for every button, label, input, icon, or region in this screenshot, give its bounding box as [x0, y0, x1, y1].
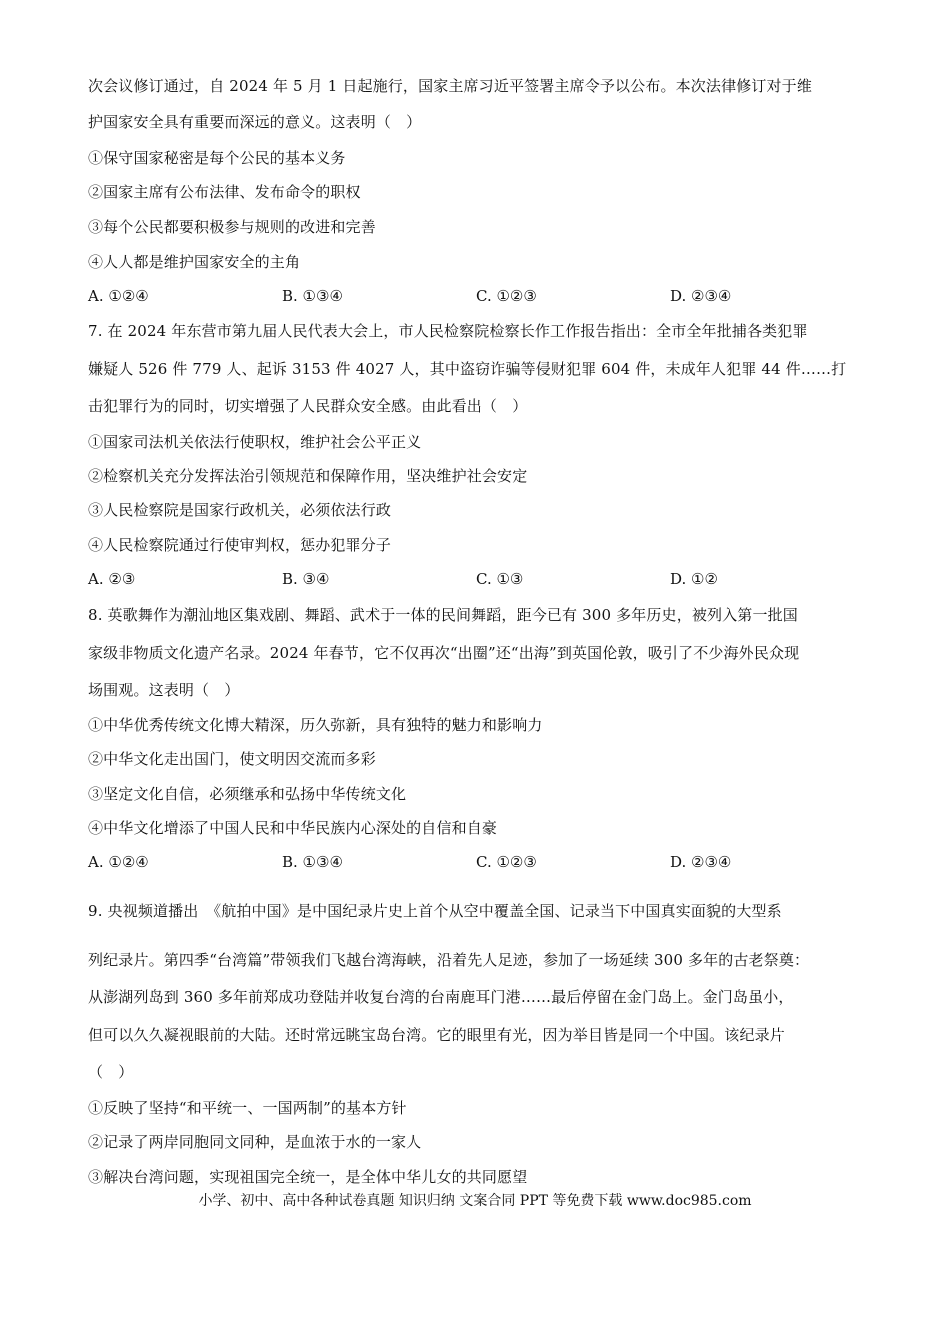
question-text-line: 场围观。这表明（ ）	[88, 681, 240, 699]
statement: ①中华优秀传统文化博大精深，历久弥新，具有独特的魅力和影响力	[88, 716, 543, 734]
question-text-line: 击犯罪行为的同时，切实增强了人民群众安全感。由此看出（ ）	[88, 397, 528, 415]
option-a: A. ①②④	[88, 287, 149, 305]
question-text-line: 列纪录片。第四季“台湾篇”带领我们飞越台湾海峡，沿着先人足迹，参加了一场延续 300 多年的古老祭奠：	[88, 951, 810, 969]
option-d: D. ②③④	[670, 287, 732, 305]
answer-options	[88, 852, 878, 872]
statement: ③人民检察院是国家行政机关，必须依法行政	[88, 501, 392, 519]
question-text-line: 嫌疑人 526 件 779 人、起诉 3153 件 4027 人，其中盗窃诈骗等侵财犯罪 604 件，未成年人犯罪 44 件……打	[88, 360, 847, 378]
question-text-line: 家级非物质文化遗产名录。2024 年春节，它不仅再次“出圈”还“出海”到英国伦敦，吸引了不少海外民众现	[88, 644, 800, 662]
option-a: A. ①②④	[88, 853, 149, 871]
question-text-line: 次会议修订通过，自 2024 年 5 月 1 日起施行，国家主席习近平签署主席令予以公布。本次法律修订对于维	[88, 77, 812, 95]
statement: ①反映了坚持“和平统一、一国两制”的基本方针	[88, 1099, 407, 1117]
question-text-line: 8. 英歌舞作为潮汕地区集戏剧、舞蹈、武术于一体的民间舞蹈，距今已有 300 多年历史，被列入第一批国	[88, 606, 798, 624]
question-text-line: 9. 央视频道播出 《航拍中国》是中国纪录片史上首个从空中覆盖全国、记录当下中国真实面貌的大型系	[88, 902, 782, 920]
statement: ③解决台湾问题，实现祖国完全统一，是全体中华儿女的共同愿望	[88, 1168, 528, 1186]
option-d: D. ①②	[670, 570, 718, 588]
option-c: C. ①②③	[476, 853, 537, 871]
question-text-line: 7. 在 2024 年东营市第九届人民代表大会上，市人民检察院检察长作工作报告指出：全市全年批捕各类犯罪	[88, 322, 808, 340]
option-b: B. ①③④	[282, 287, 343, 305]
question-text-line: 从澎湖列岛到 360 多年前郑成功登陆并收复台湾的台南鹿耳门港……最后停留在金门岛上。金门岛虽小，	[88, 988, 794, 1006]
statement: ②国家主席有公布法律、发布命令的职权	[88, 183, 361, 201]
answer-options	[88, 286, 878, 306]
option-d: D. ②③④	[670, 853, 732, 871]
statement: ④中华文化增添了中国人民和中华民族内心深处的自信和自豪	[88, 819, 498, 837]
answer-options	[88, 569, 878, 589]
option-b: B. ③④	[282, 570, 330, 588]
statement: ③坚定文化自信，必须继承和弘扬中华传统文化	[88, 785, 407, 803]
option-a: A. ②③	[88, 570, 136, 588]
statement: ②记录了两岸同胞同文同种，是血浓于水的一家人	[88, 1133, 422, 1151]
statement: ③每个公民都要积极参与规则的改进和完善	[88, 218, 376, 236]
question-text-line: （ ）	[88, 1063, 134, 1081]
statement: ④人人都是维护国家安全的主角	[88, 253, 301, 271]
option-c: C. ①③	[476, 570, 524, 588]
option-c: C. ①②③	[476, 287, 537, 305]
statement: ①国家司法机关依法行使职权，维护社会公平正义	[88, 433, 422, 451]
statement: ②检察机关充分发挥法治引领规范和保障作用，坚决维护社会安定	[88, 467, 528, 485]
page-footer: 小学、初中、高中各种试卷真题 知识归纳 文案合同 PPT 等免费下载 www.doc985.com	[198, 1193, 752, 1209]
question-text-line: 护国家安全具有重要而深远的意义。这表明（ ）	[88, 113, 422, 131]
option-b: B. ①③④	[282, 853, 343, 871]
statement: ①保守国家秘密是每个公民的基本义务	[88, 149, 346, 167]
statement: ④人民检察院通过行使审判权，惩办犯罪分子	[88, 536, 392, 554]
question-text-line: 但可以久久凝视眼前的大陆。还时常远眺宝岛台湾。它的眼里有光，因为举目皆是同一个中国。该纪录片	[88, 1026, 785, 1044]
statement: ②中华文化走出国门，使文明因交流而多彩	[88, 750, 376, 768]
